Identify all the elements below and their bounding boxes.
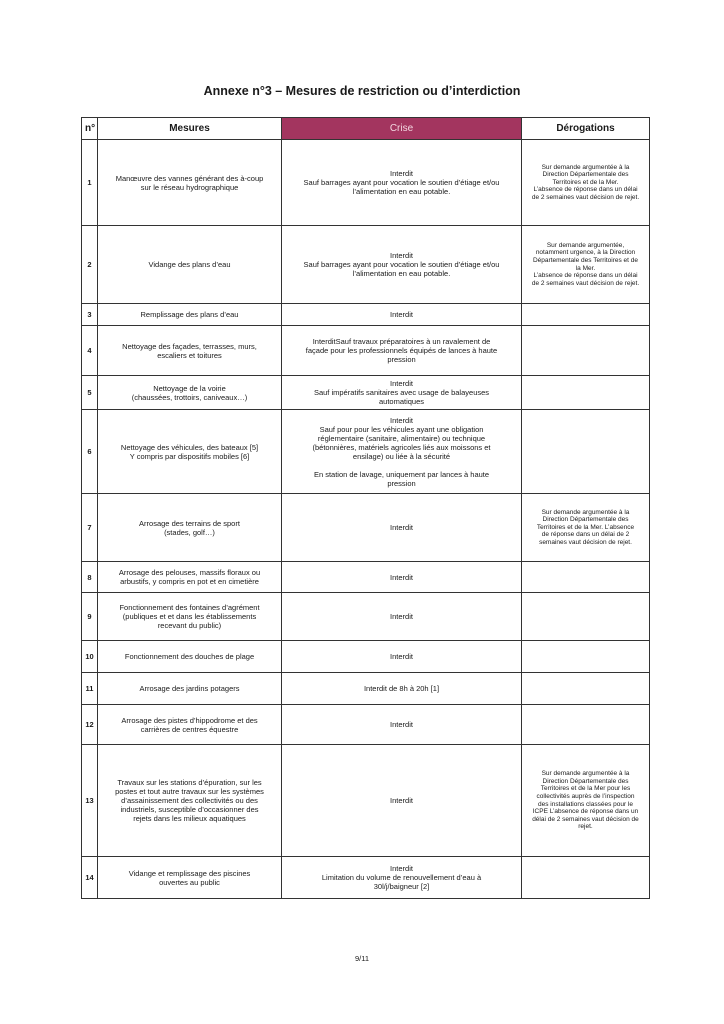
measure-line: rejets dans les milieux aquatiques bbox=[133, 814, 246, 823]
derogation-line: délai de 2 semaines vaut décision de bbox=[532, 815, 639, 823]
derogation-line: L’absence de réponse dans un délai bbox=[533, 272, 638, 280]
derogation-cell bbox=[522, 673, 650, 705]
crise-line: (bétonnières, matériels agricoles liés aux moissons et bbox=[312, 442, 491, 452]
crise-spacer bbox=[285, 461, 518, 470]
measure-line: industriels, susceptible d’occasionner des bbox=[120, 805, 259, 814]
crise-line: Limitation du volume de renouvellement d’eau à bbox=[321, 873, 482, 882]
crise-extra-line: pression bbox=[387, 478, 416, 488]
measure-cell bbox=[98, 593, 282, 641]
crise-line: Interdit bbox=[390, 523, 413, 532]
measure-cell bbox=[98, 641, 282, 673]
measure-line: arbustifs, y compris en pot et en cimetière bbox=[120, 577, 259, 586]
table-row bbox=[82, 562, 650, 593]
crise-cell bbox=[282, 494, 522, 562]
crise-cell bbox=[282, 326, 522, 376]
crise-line: Sauf pour pour les véhicules ayant une obligation bbox=[319, 424, 484, 434]
row-number: 12 bbox=[82, 705, 98, 745]
row-number: 13 bbox=[82, 745, 98, 857]
measure-cell bbox=[98, 494, 282, 562]
derogation-line: Territoires et de la Mer pour les bbox=[540, 785, 631, 793]
crise-cell bbox=[282, 857, 522, 899]
crise-line: Interdit de 8h à 20h [1] bbox=[363, 684, 440, 693]
derogation-cell bbox=[522, 376, 650, 410]
derogation-line: de 2 semaines vaut décision de rejet. bbox=[531, 279, 640, 287]
measure-line: Travaux sur les stations d’épuration, sur les bbox=[117, 778, 262, 787]
table-body bbox=[82, 140, 650, 899]
measure-cell bbox=[98, 705, 282, 745]
measure-cell bbox=[98, 326, 282, 376]
measure-cell bbox=[98, 410, 282, 494]
crise-cell bbox=[282, 705, 522, 745]
table-row bbox=[82, 673, 650, 705]
measure-line: Vidange des plans d’eau bbox=[148, 260, 231, 269]
measure-line: (publiques et et dans les établissements bbox=[122, 612, 257, 621]
crise-line: pression bbox=[387, 355, 416, 364]
crise-line: Sauf barrages ayant pour vocation le soutien d’étiage et/ou bbox=[303, 260, 500, 269]
measure-line: Arrosage des jardins potagers bbox=[139, 684, 240, 693]
measure-cell bbox=[98, 140, 282, 226]
crise-line: Interdit bbox=[390, 415, 413, 425]
measure-line: d’assainissement des collectivités ou des bbox=[121, 796, 258, 805]
derogation-line: ICPE L’absence de réponse dans un bbox=[532, 808, 639, 816]
row-number: 9 bbox=[82, 593, 98, 641]
derogation-cell bbox=[522, 494, 650, 562]
crise-cell bbox=[282, 226, 522, 304]
crise-cell bbox=[282, 304, 522, 326]
row-number: 6 bbox=[82, 410, 98, 494]
table-row bbox=[82, 494, 650, 562]
derogation-line: Territoires et de la Mer. L’absence bbox=[536, 523, 635, 531]
table-row bbox=[82, 857, 650, 899]
crise-line: Interdit bbox=[390, 612, 413, 621]
derogation-line: rejet. bbox=[578, 823, 593, 831]
derogation-line: Sur demande argumentée à la bbox=[541, 163, 630, 171]
derogation-line: Départementale des Territoires et de bbox=[532, 256, 639, 264]
measure-line: (stades, golf…) bbox=[164, 527, 215, 537]
crise-line: l’alimentation en eau potable. bbox=[352, 187, 451, 196]
measure-cell bbox=[98, 562, 282, 593]
crise-cell bbox=[282, 376, 522, 410]
derogation-cell bbox=[522, 745, 650, 857]
measure-line: Arrosage des pelouses, massifs floraux ou bbox=[118, 568, 261, 577]
measure-cell bbox=[98, 304, 282, 326]
derogation-line: de réponse dans un délai de 2 bbox=[541, 531, 630, 539]
derogation-line: Direction Départementale des bbox=[542, 777, 629, 785]
measure-line: Remplissage des plans d’eau bbox=[140, 310, 239, 319]
derogation-line: L’absence de réponse dans un délai bbox=[533, 186, 638, 194]
measure-cell bbox=[98, 376, 282, 410]
crise-line: ensilage) ou liée à la sécurité bbox=[352, 451, 451, 461]
derogation-cell bbox=[522, 410, 650, 494]
crise-line: l’alimentation en eau potable. bbox=[352, 269, 451, 278]
measure-cell bbox=[98, 745, 282, 857]
crise-line: Interdit bbox=[390, 652, 413, 661]
table-row bbox=[82, 226, 650, 304]
measure-line: Arrosage des terrains de sport bbox=[139, 518, 240, 528]
derogation-line: Sur demande argumentée à la bbox=[541, 770, 630, 778]
row-number: 4 bbox=[82, 326, 98, 376]
derogation-cell bbox=[522, 326, 650, 376]
derogation-cell bbox=[522, 705, 650, 745]
derogation-line: Direction Départementale des bbox=[542, 171, 629, 179]
measure-cell bbox=[98, 226, 282, 304]
measure-line: escaliers et toitures bbox=[157, 350, 222, 360]
table-row bbox=[82, 410, 650, 494]
table-header-row bbox=[82, 118, 650, 140]
measure-line: Nettoyage des façades, terrasses, murs, bbox=[122, 341, 257, 351]
derogation-line: semaines vaut décision de rejet. bbox=[539, 538, 632, 546]
crise-cell bbox=[282, 745, 522, 857]
measure-line: ouvertes au public bbox=[159, 877, 220, 887]
derogation-line: collectivités auprès de l’inspection bbox=[536, 792, 635, 800]
derogation-cell bbox=[522, 304, 650, 326]
header-crise: Crise bbox=[282, 118, 522, 140]
row-number: 11 bbox=[82, 673, 98, 705]
derogation-line: notamment urgence, à la Direction bbox=[535, 249, 636, 257]
crise-line: Interdit bbox=[390, 720, 413, 729]
crise-cell bbox=[282, 562, 522, 593]
crise-line: Interdit bbox=[390, 572, 413, 582]
table-row bbox=[82, 641, 650, 673]
header-derogations: Dérogations bbox=[522, 118, 650, 140]
table-row bbox=[82, 705, 650, 745]
page-title: Annexe n°3 – Mesures de restriction ou d’interdiction bbox=[203, 84, 521, 98]
header-mesures: Mesures bbox=[98, 118, 282, 140]
crise-line: Interdit bbox=[390, 864, 413, 873]
derogation-cell bbox=[522, 593, 650, 641]
measure-line: Arrosage des pistes d’hippodrome et des bbox=[121, 715, 258, 725]
crise-cell bbox=[282, 410, 522, 494]
measure-line: Fonctionnement des fontaines d’agrément bbox=[119, 603, 260, 612]
measure-line: sur le réseau hydrographique bbox=[140, 182, 239, 192]
crise-line: réglementaire (sanitaire, alimentaire) ou technique bbox=[317, 433, 486, 443]
crise-line: Interdit bbox=[390, 169, 413, 178]
crise-extra-line: En station de lavage, uniquement par lances à haute bbox=[313, 469, 490, 479]
table-row bbox=[82, 376, 650, 410]
derogation-cell bbox=[522, 140, 650, 226]
row-number: 2 bbox=[82, 226, 98, 304]
row-number: 5 bbox=[82, 376, 98, 410]
table-row bbox=[82, 745, 650, 857]
measure-line: Nettoyage des véhicules, des bateaux [5] bbox=[120, 442, 259, 452]
derogation-line: Sur demande argumentée, bbox=[546, 241, 625, 249]
row-number: 7 bbox=[82, 494, 98, 562]
measure-line: Nettoyage de la voirie bbox=[153, 383, 226, 393]
row-number: 1 bbox=[82, 140, 98, 226]
derogation-cell bbox=[522, 562, 650, 593]
measure-cell bbox=[98, 857, 282, 899]
crise-line: automatiques bbox=[378, 397, 425, 406]
measure-line: Y compris par dispositifs mobiles [6] bbox=[129, 451, 250, 461]
derogation-line: Territoires et de la Mer. bbox=[552, 178, 619, 186]
crise-line: Interdit bbox=[390, 796, 413, 805]
derogation-line: Direction Départementale des bbox=[542, 516, 629, 524]
row-number: 10 bbox=[82, 641, 98, 673]
crise-line: InterditSauf travaux préparatoires à un ravalement de bbox=[312, 337, 491, 346]
table-row bbox=[82, 326, 650, 376]
measure-line: (chaussées, trottoirs, caniveaux…) bbox=[131, 392, 248, 402]
crise-line: Sauf impératifs sanitaires avec usage de balayeuses bbox=[313, 388, 490, 397]
page-number: 9/11 bbox=[354, 954, 370, 963]
crise-line: façade pour les professionnels équipés de lances à haute bbox=[305, 346, 498, 355]
crise-line: Interdit bbox=[390, 251, 413, 260]
derogation-cell bbox=[522, 857, 650, 899]
measure-line: carrières de centres équestre bbox=[140, 724, 239, 734]
crise-cell bbox=[282, 140, 522, 226]
crise-line: 30l/j/baigneur [2] bbox=[373, 882, 430, 891]
crise-line: Sauf barrages ayant pour vocation le soutien d’étiage et/ou bbox=[303, 178, 500, 187]
measure-line: postes et tout autre travaux sur les systèmes bbox=[115, 787, 264, 796]
table-row bbox=[82, 593, 650, 641]
derogation-cell bbox=[522, 641, 650, 673]
measure-cell bbox=[98, 673, 282, 705]
row-number: 8 bbox=[82, 562, 98, 593]
row-number: 14 bbox=[82, 857, 98, 899]
measure-line: Manœuvre des vannes générant des à-coup bbox=[115, 173, 264, 183]
crise-cell bbox=[282, 593, 522, 641]
measure-line: recevant du public) bbox=[157, 621, 222, 630]
derogation-line: de 2 semaines vaut décision de rejet. bbox=[531, 193, 640, 201]
crise-cell bbox=[282, 673, 522, 705]
row-number: 3 bbox=[82, 304, 98, 326]
derogation-cell bbox=[522, 226, 650, 304]
crise-cell bbox=[282, 641, 522, 673]
crise-line: Interdit bbox=[390, 310, 413, 319]
crise-line: Interdit bbox=[390, 379, 413, 388]
derogation-line: Sur demande argumentée à la bbox=[541, 508, 630, 516]
measure-line: Fonctionnement des douches de plage bbox=[124, 652, 255, 661]
header-num: n° bbox=[82, 118, 98, 140]
derogation-line: la Mer. bbox=[575, 264, 596, 272]
measure-line: Vidange et remplissage des piscines bbox=[128, 868, 251, 878]
derogation-line: des installations classées pour le bbox=[537, 800, 634, 808]
table-row bbox=[82, 140, 650, 226]
measures-table bbox=[81, 117, 650, 899]
table-row bbox=[82, 304, 650, 326]
